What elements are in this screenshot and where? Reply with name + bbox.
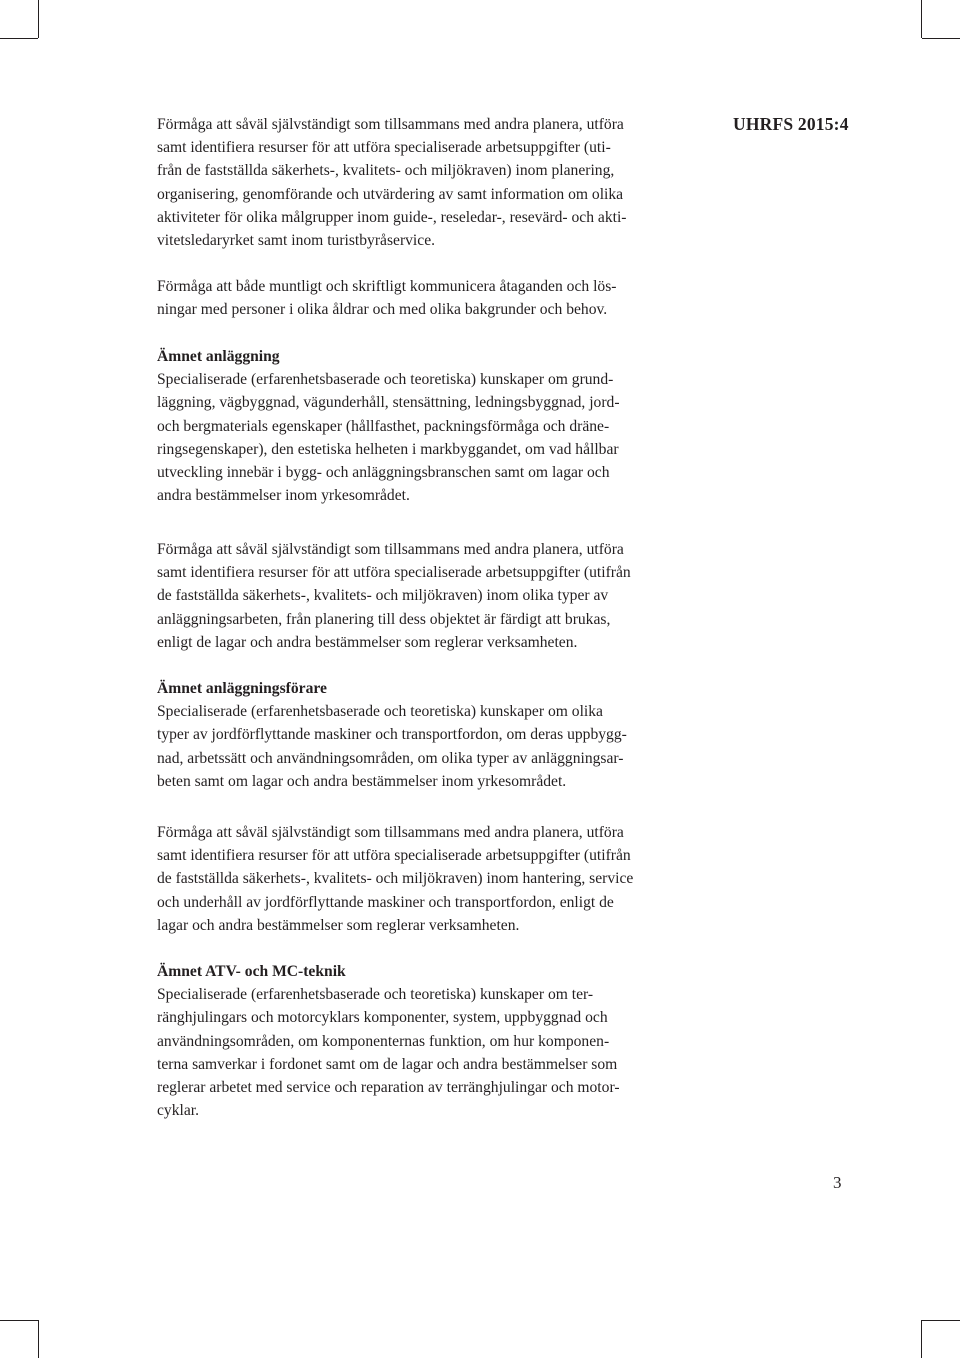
text-line: ringsegenskaper), den estetiska helheten i markbyggandet, om vad hållbar bbox=[157, 440, 619, 458]
text-line: reglerar arbetet med service och reparation av terränghjulingar och motor- bbox=[157, 1079, 620, 1097]
text-line: samt identifiera resurser för att utföra specialiserade arbetsuppgifter (utifrån bbox=[157, 564, 631, 582]
paragraph-communication-ability bbox=[157, 275, 616, 321]
text-line: Specialiserade (erfarenhetsbaserade och teoretiska) kunskaper om ter- bbox=[157, 986, 594, 1004]
crop-mark bbox=[922, 1320, 960, 1321]
text-line: andra bestämmelser inom yrkesområdet. bbox=[157, 487, 410, 505]
text-line: Specialiserade (erfarenhetsbaserade och teoretiska) kunskaper om olika bbox=[157, 703, 603, 721]
text-line: Specialiserade (erfarenhetsbaserade och teoretiska) kunskaper om grund- bbox=[157, 371, 614, 389]
text-line: cyklar. bbox=[157, 1102, 199, 1120]
text-line: och bergmaterials egenskaper (hållfasthet, packningsförmåga och dräne- bbox=[157, 417, 610, 435]
text-line: och underhåll av jordförflyttande maskiner och transportfordon, enligt de bbox=[157, 893, 614, 911]
text-line: ränghjulingars och motorcyklars komponenter, system, uppbyggnad och bbox=[157, 1009, 608, 1027]
text-line: Förmåga att såväl självständigt som tillsammans med andra planera, utföra bbox=[157, 116, 624, 133]
text-line: ningar med personer i olika åldrar och med olika bakgrunder och behov. bbox=[157, 301, 608, 319]
text-line: anläggningsarbeten, från planering till dess objektet är färdigt att brukas, bbox=[157, 610, 611, 628]
crop-mark bbox=[38, 1320, 39, 1358]
text-line: enligt de lagar och andra bestämmelser som reglerar verksamheten. bbox=[157, 633, 578, 651]
text-line: organisering, genomförande och utvärdering av samt information om olika bbox=[157, 185, 624, 203]
crop-mark bbox=[0, 1320, 38, 1321]
crop-mark bbox=[922, 38, 960, 39]
text-line: Förmåga att såväl självständigt som tillsammans med andra planera, utföra bbox=[157, 824, 624, 841]
text-line: lagar och andra bestämmelser som reglerar verksamheten. bbox=[157, 916, 520, 934]
section-heading: Ämnet anläggning bbox=[157, 348, 280, 365]
text-line: samt identifiera resurser för att utföra specialiserade arbetsuppgifter (uti- bbox=[157, 139, 611, 157]
paragraph-anlaggningsforare-ability bbox=[157, 821, 633, 937]
text-line: de fastställda säkerhets-, kvalitets- och miljökraven) inom hantering, service bbox=[157, 870, 634, 888]
text-line: vitetsledaryrket samt inom turistbyråservice. bbox=[157, 232, 436, 250]
paragraph-anlaggning-ability bbox=[157, 538, 631, 654]
crop-mark bbox=[0, 38, 38, 39]
paragraph-tourism-ability bbox=[157, 113, 626, 252]
text-line: användningsområden, om komponenternas funktion, om hur komponen- bbox=[157, 1032, 610, 1050]
text-line: de fastställda säkerhets-, kvalitets- och miljökraven) inom olika typer av bbox=[157, 587, 609, 605]
document-code: UHRFS 2015:4 bbox=[733, 114, 849, 134]
section-anlaggning bbox=[157, 345, 620, 507]
text-line: utveckling innebär i bygg- och anläggningsbranschen samt om lagar och bbox=[157, 464, 610, 482]
text-line: beten samt om lagar och andra bestämmelser inom yrkesområdet. bbox=[157, 772, 567, 790]
text-line: nad, arbetssätt och användningsområden, om olika typer av anläggningsar- bbox=[157, 749, 624, 767]
text-line: från de fastställda säkerhets-, kvalitets- och miljökraven) inom planering, bbox=[157, 162, 615, 180]
section-heading: Ämnet ATV- och MC-teknik bbox=[157, 963, 346, 980]
section-atv-mc-teknik bbox=[157, 960, 620, 1122]
page-number: 3 bbox=[833, 1173, 842, 1192]
crop-mark bbox=[921, 0, 922, 38]
text-line: typer av jordförflyttande maskiner och transportfordon, om deras uppbygg- bbox=[157, 726, 627, 744]
text-line: läggning, vägbyggnad, vägunderhåll, stensättning, ledningsbyggnad, jord- bbox=[157, 394, 620, 412]
crop-mark bbox=[38, 0, 39, 38]
text-line: Förmåga att såväl självständigt som tillsammans med andra planera, utföra bbox=[157, 541, 624, 558]
section-heading: Ämnet anläggningsförare bbox=[157, 680, 327, 697]
text-line: Förmåga att både muntligt och skriftligt kommunicera åtaganden och lös- bbox=[157, 278, 617, 295]
text-line: aktiviteter för olika målgrupper inom guide-, reseledar-, resevärd- och akti- bbox=[157, 208, 627, 226]
text-line: samt identifiera resurser för att utföra specialiserade arbetsuppgifter (utifrån bbox=[157, 847, 631, 865]
crop-mark bbox=[921, 1320, 922, 1358]
section-anlaggningsforare bbox=[157, 677, 627, 793]
text-line: terna samverkar i fordonet samt om de lagar och andra bestämmelser som bbox=[157, 1055, 618, 1073]
